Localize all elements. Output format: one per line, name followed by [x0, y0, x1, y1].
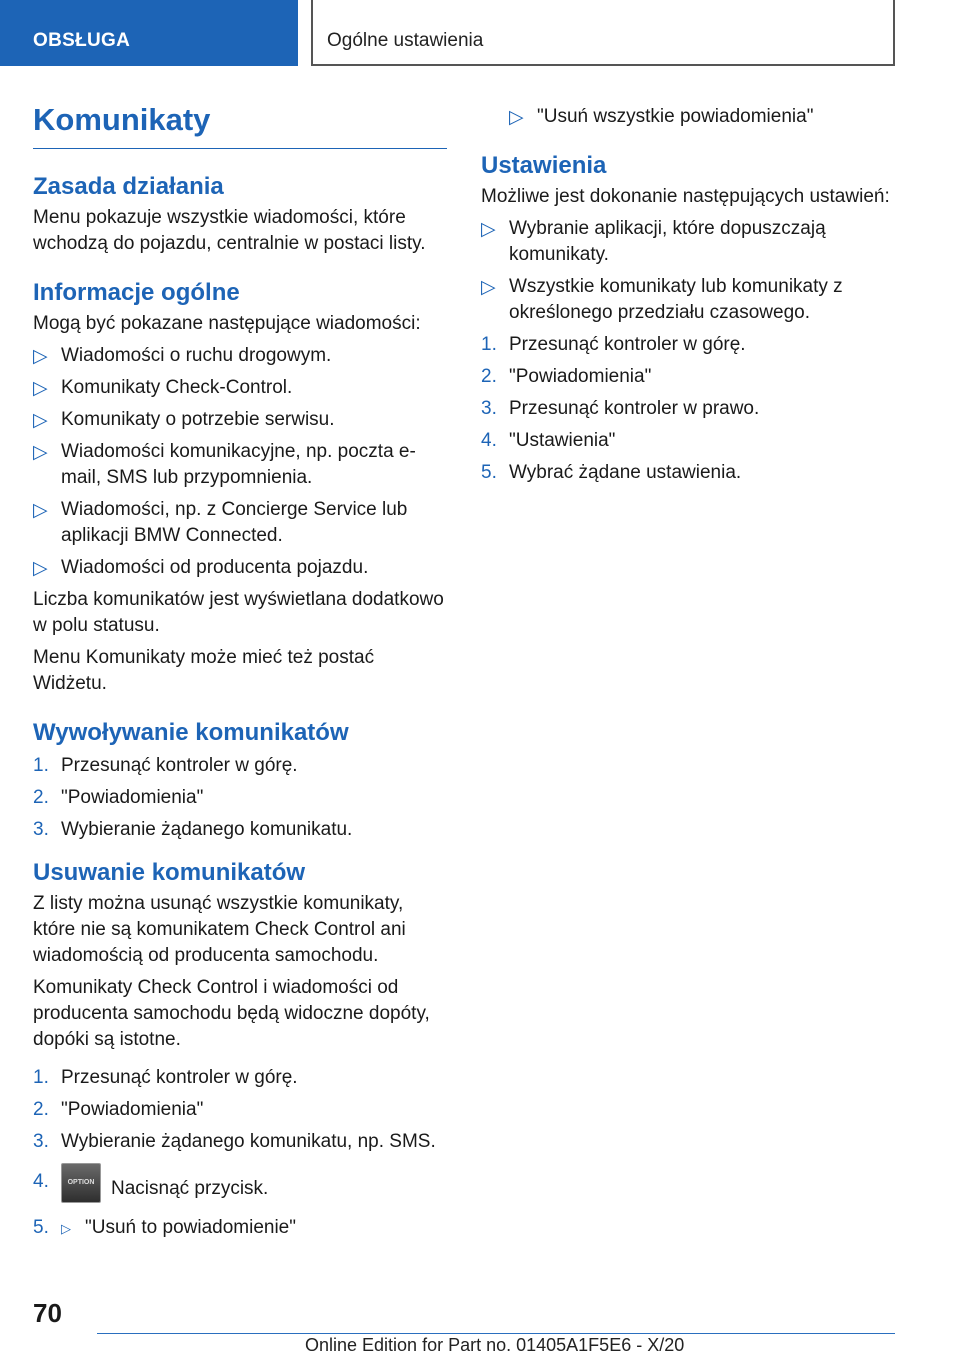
text-general: Mogą być pokazane następujące wiadomości: — [33, 313, 421, 334]
step-item: 4. OPTION Nacisnąć przycisk. — [33, 1169, 447, 1209]
text-settings: Możliwe jest dokonanie następujących ustawień: — [481, 186, 890, 207]
footer-divider — [97, 1333, 895, 1334]
footer-edition: Online Edition for Part no. 01405A1F5E6 - X/20 — [305, 1335, 685, 1355]
triangle-bullet-icon: ▷ — [33, 500, 48, 521]
call-steps — [33, 753, 447, 843]
option-button-icon: OPTION — [61, 1163, 101, 1203]
topic-tab: Ogólne ustawienia — [311, 0, 895, 66]
step-number: 4. — [481, 430, 497, 451]
step-number: 5. — [481, 462, 497, 483]
settings-steps — [481, 332, 895, 486]
left-column — [33, 100, 447, 1248]
step-item: 3. Przesunąć kontroler w prawo. — [481, 396, 895, 422]
list-item: ▷ Komunikaty o potrzebie serwisu. — [33, 407, 447, 433]
triangle-bullet-icon: ▷ — [509, 107, 524, 128]
heading-general: Informacje ogólne — [33, 279, 240, 306]
step-item: 1. Przesunąć kontroler w górę. — [33, 753, 447, 779]
step-number: 2. — [481, 366, 497, 387]
list-item: ▷ Wiadomości komunikacyjne, np. poczta e-mail, SMS lub przypomnienia. — [33, 441, 416, 488]
step-number: 1. — [33, 755, 49, 776]
text-principle: Menu pokazuje wszystkie wiadomości, które wchodzą do pojazdu, centralnie w postaci listy. — [33, 207, 426, 254]
step-number: 3. — [33, 1131, 49, 1152]
triangle-bullet-icon: ▷ — [33, 346, 48, 367]
step-item: 2. "Powiadomienia" — [33, 785, 447, 811]
step-number: 4. — [33, 1171, 49, 1192]
step-number: 5. — [33, 1217, 49, 1238]
step-number: 2. — [33, 787, 49, 808]
step-number: 1. — [33, 1067, 49, 1088]
list-item: ▷ Wiadomości o ruchu drogowym. — [33, 343, 447, 369]
heading-principle: Zasada działania — [33, 173, 224, 200]
list-item: ▷ "Usuń wszystkie powiadomienia" — [509, 104, 895, 130]
text-widget: Menu Komunikaty może mieć też postać Widżetu. — [33, 647, 375, 694]
step-item: 3. Wybieranie żądanego komunikatu. — [33, 817, 447, 843]
settings-list — [481, 216, 895, 326]
text-count: Liczba komunikatów jest wyświetlana dodatkowo w polu statusu. — [33, 589, 444, 636]
heading-settings: Ustawienia — [481, 152, 607, 179]
list-item: ▷ Komunikaty Check-Control. — [33, 375, 447, 401]
step-number: 2. — [33, 1099, 49, 1120]
step-item: 2. "Powiadomienia" — [481, 364, 895, 390]
step-item: 2. "Powiadomienia" — [33, 1097, 447, 1123]
delete-steps — [33, 1065, 447, 1242]
triangle-bullet-icon: ▷ — [481, 277, 496, 298]
heading-call: Wywoływanie komunikatów — [33, 719, 349, 746]
step-item: 4. "Ustawienia" — [481, 428, 895, 454]
list-item: ▷ Wiadomości, np. z Concierge Service lub aplikacji BMW Connected. — [33, 499, 408, 546]
step-item: 5. Wybrać żądane ustawienia. — [481, 460, 895, 486]
right-column — [481, 100, 895, 492]
list-item: ▷ Wybranie aplikacji, które dopuszczają komunikaty. — [481, 218, 826, 265]
step-number: 1. — [481, 334, 497, 355]
triangle-bullet-icon: ▷ — [33, 442, 48, 463]
list-item: ▷ Wiadomości od producenta pojazdu. — [33, 555, 447, 581]
triangle-bullet-icon: ▷ — [33, 558, 48, 579]
heading-delete: Usuwanie komunikatów — [33, 859, 306, 886]
triangle-bullet-icon: ▷ — [61, 1221, 71, 1236]
triangle-bullet-icon: ▷ — [33, 378, 48, 399]
step-item: 1. Przesunąć kontroler w górę. — [481, 332, 895, 358]
delete-substeps — [481, 104, 895, 130]
text-delete-1: Z listy można usunąć wszystkie komunikaty, które nie są komunikatem Check Control ani wiadomością od producenta samochodu. — [33, 893, 406, 966]
triangle-bullet-icon: ▷ — [33, 410, 48, 431]
text-delete-2: Komunikaty Check Control i wiadomości od producenta samochodu będą widoczne dopóty, dopóki są istotne. — [33, 977, 430, 1050]
page-title: Komunikaty — [33, 102, 447, 149]
section-tab: OBSŁUGA — [0, 0, 298, 66]
general-list — [33, 343, 447, 581]
page-number: 70 — [33, 1298, 62, 1328]
list-item: ▷ Wszystkie komunikaty lub komunikaty z określonego przedziału czasowego. — [481, 276, 843, 323]
triangle-bullet-icon: ▷ — [481, 219, 496, 240]
step-item: 3. Wybieranie żądanego komunikatu, np. SMS. — [33, 1129, 447, 1155]
step-item: 5. ▷ "Usuń to powiadomienie" — [33, 1215, 447, 1242]
step-number: 3. — [33, 819, 49, 840]
step-item: 1. Przesunąć kontroler w górę. — [33, 1065, 447, 1091]
step-number: 3. — [481, 398, 497, 419]
